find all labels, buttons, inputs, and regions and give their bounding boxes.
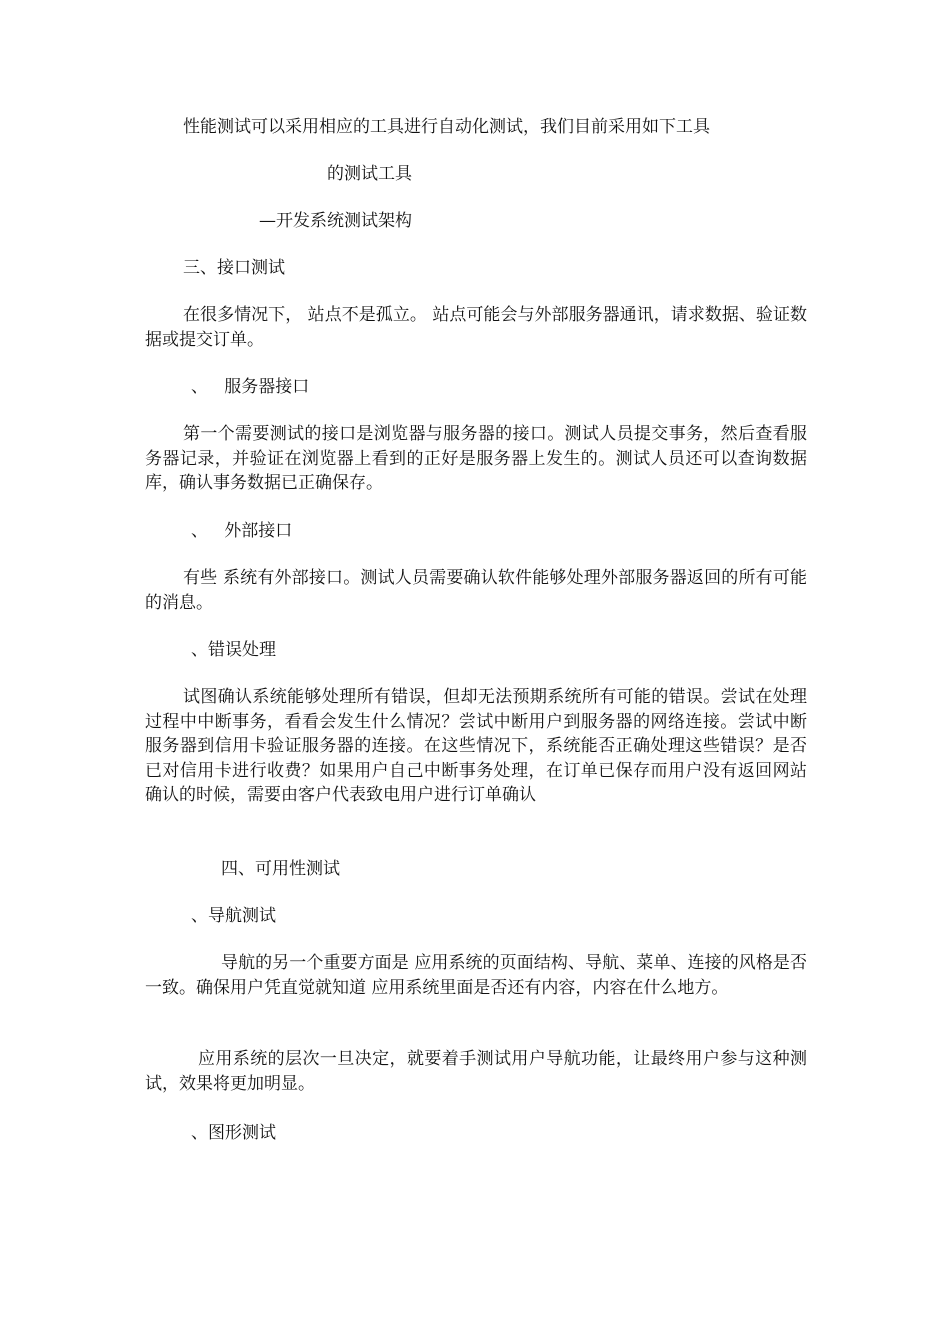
section-3-paragraph: 在很多情况下， 站点不是孤立。 站点可能会与外部服务器通讯，请求数据、验证数据或提交订单。 xyxy=(145,305,807,350)
navigation-hierarchy-paragraph: 应用系统的层次一旦决定，就要着手测试用户导航功能，让最终用户参与这种测试，效果将更加明显。 xyxy=(145,1049,807,1094)
intro-line-2: 的测试工具 xyxy=(327,164,412,184)
server-interface-heading: 、 服务器接口 xyxy=(191,377,310,397)
graphic-test-heading: 、图形测试 xyxy=(191,1123,276,1143)
navigation-test-heading: 、导航测试 xyxy=(191,906,276,926)
error-handling-paragraph: 试图确认系统能够处理所有错误，但却无法预期系统所有可能的错误。尝试在处理过程中中断事务，看看会发生什么情况？尝试中断用户到服务器的网络连接。尝试中断 服务器到信用卡验证服务器的连接。在这些情况下，系统能否正确处理这些错误？是否已对信用卡进行收费？如果用户自己中断事务处理，在订单已保存而用户没有返回网站确认的时候，需要由客户代表致电用户进行订单确认 xyxy=(145,687,807,805)
external-interface-paragraph: 有些 系统有外部接口。测试人员需要确认软件能够处理外部服务器返回的所有可能的消息。 xyxy=(145,568,807,613)
error-handling-heading: 、错误处理 xyxy=(191,640,276,660)
navigation-test-paragraph: 导航的另一个重要方面是 应用系统的页面结构、导航、菜单、连接的风格是否一致。确保用户凭直觉就知道 应用系统里面是否还有内容，内容在什么地方。 xyxy=(145,953,807,998)
section-3-heading: 三、接口测试 xyxy=(183,258,285,278)
server-interface-paragraph: 第一个需要测试的接口是浏览器与服务器的接口。测试人员提交事务，然后查看服务器记录，并验证在浏览器上看到的正好是服务器上发生的。测试人员还可以查询数据库，确认事务数据已正确保存。 xyxy=(145,424,807,493)
section-4-heading: 四、可用性测试 xyxy=(221,859,340,879)
external-interface-heading: 、 外部接口 xyxy=(191,521,293,541)
intro-line-3: —开发系统测试架构 xyxy=(259,211,412,231)
intro-line-1: 性能测试可以采用相应的工具进行自动化测试，我们目前采用如下工具 xyxy=(183,117,710,137)
